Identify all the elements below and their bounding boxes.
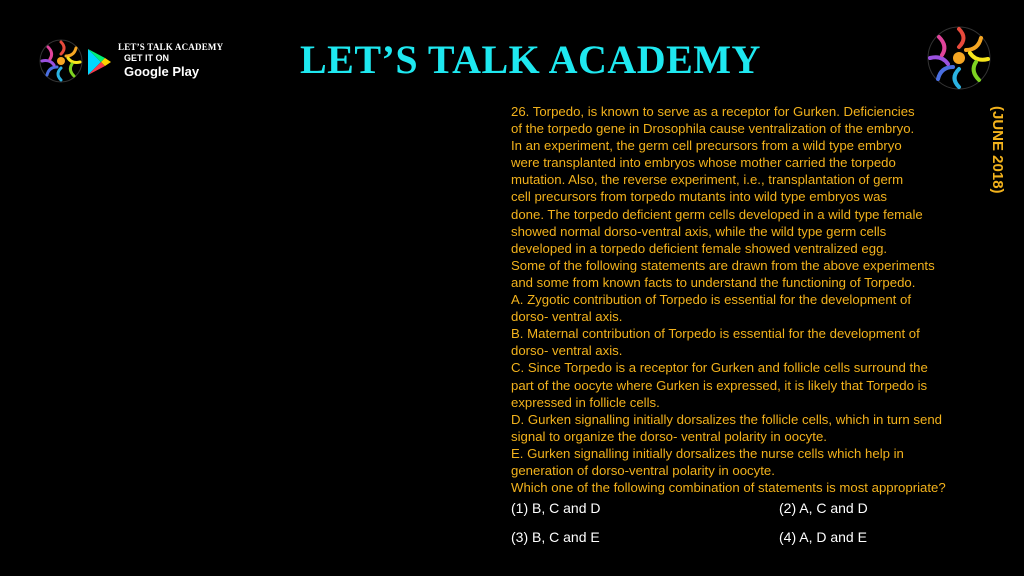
option-4: (4) A, D and E <box>779 529 867 545</box>
option-2: (2) A, C and D <box>779 500 868 516</box>
app-store-badge[interactable] <box>118 42 223 79</box>
option-3: (3) B, C and E <box>511 529 600 545</box>
academy-logo-icon <box>38 38 84 84</box>
exam-year-tag: (JUNE 2018) <box>989 106 1006 194</box>
page-title: LET’S TALK ACADEMY <box>300 37 761 82</box>
question-text: 26. Torpedo, is known to serve as a receptor for Gurken. Deficiencies of the torpedo gene in Drosophila cause ventralization of the embryo. In an experiment, the germ cell precursors from a wild type embryo were transplanted into embryos whose mother carried the torpedo mutation. Also, the reverse experiment, i.e., transplantation of germ cell precursors from torpedo mutants into wild type embryos was done. The torpedo deficient germ cells developed in a wild type female showed normal dorso-ventral axis, while the wild type germ cells developed in a torpedo deficient female showed ventralized egg. Some of the following statements are drawn from the above experiments and some from known facts to understand the functioning of Torpedo. A. Zygotic contribution of Torpedo is essential for the development of dorso- ventral axis. B. Maternal contribution of Torpedo is essential for the development of dorso- ventral axis. C. Since Torpedo is a receptor for Gurken and follicle cells surround the part of the oocyte where Gurken is expressed, it is likely that Torpedo is expressed in follicle cells. D. Gurken signalling initially dorsalizes the follicle cells, which in turn send signal to organize the dorso- ventral polarity in oocyte. E. Gurken signalling initially dorsalizes the nurse cells which help in generation of dorso-ventral polarity in oocyte. Which one of the following combination of statements is most appropriate? <box>511 104 946 496</box>
get-it-on-label: GET IT ON <box>124 53 169 63</box>
brand-name: LET’S TALK ACADEMY <box>118 42 224 52</box>
academy-logo-icon <box>925 24 993 92</box>
store-name: Google Play <box>124 64 200 79</box>
option-1: (1) B, C and D <box>511 500 601 516</box>
google-play-icon[interactable] <box>86 48 112 76</box>
